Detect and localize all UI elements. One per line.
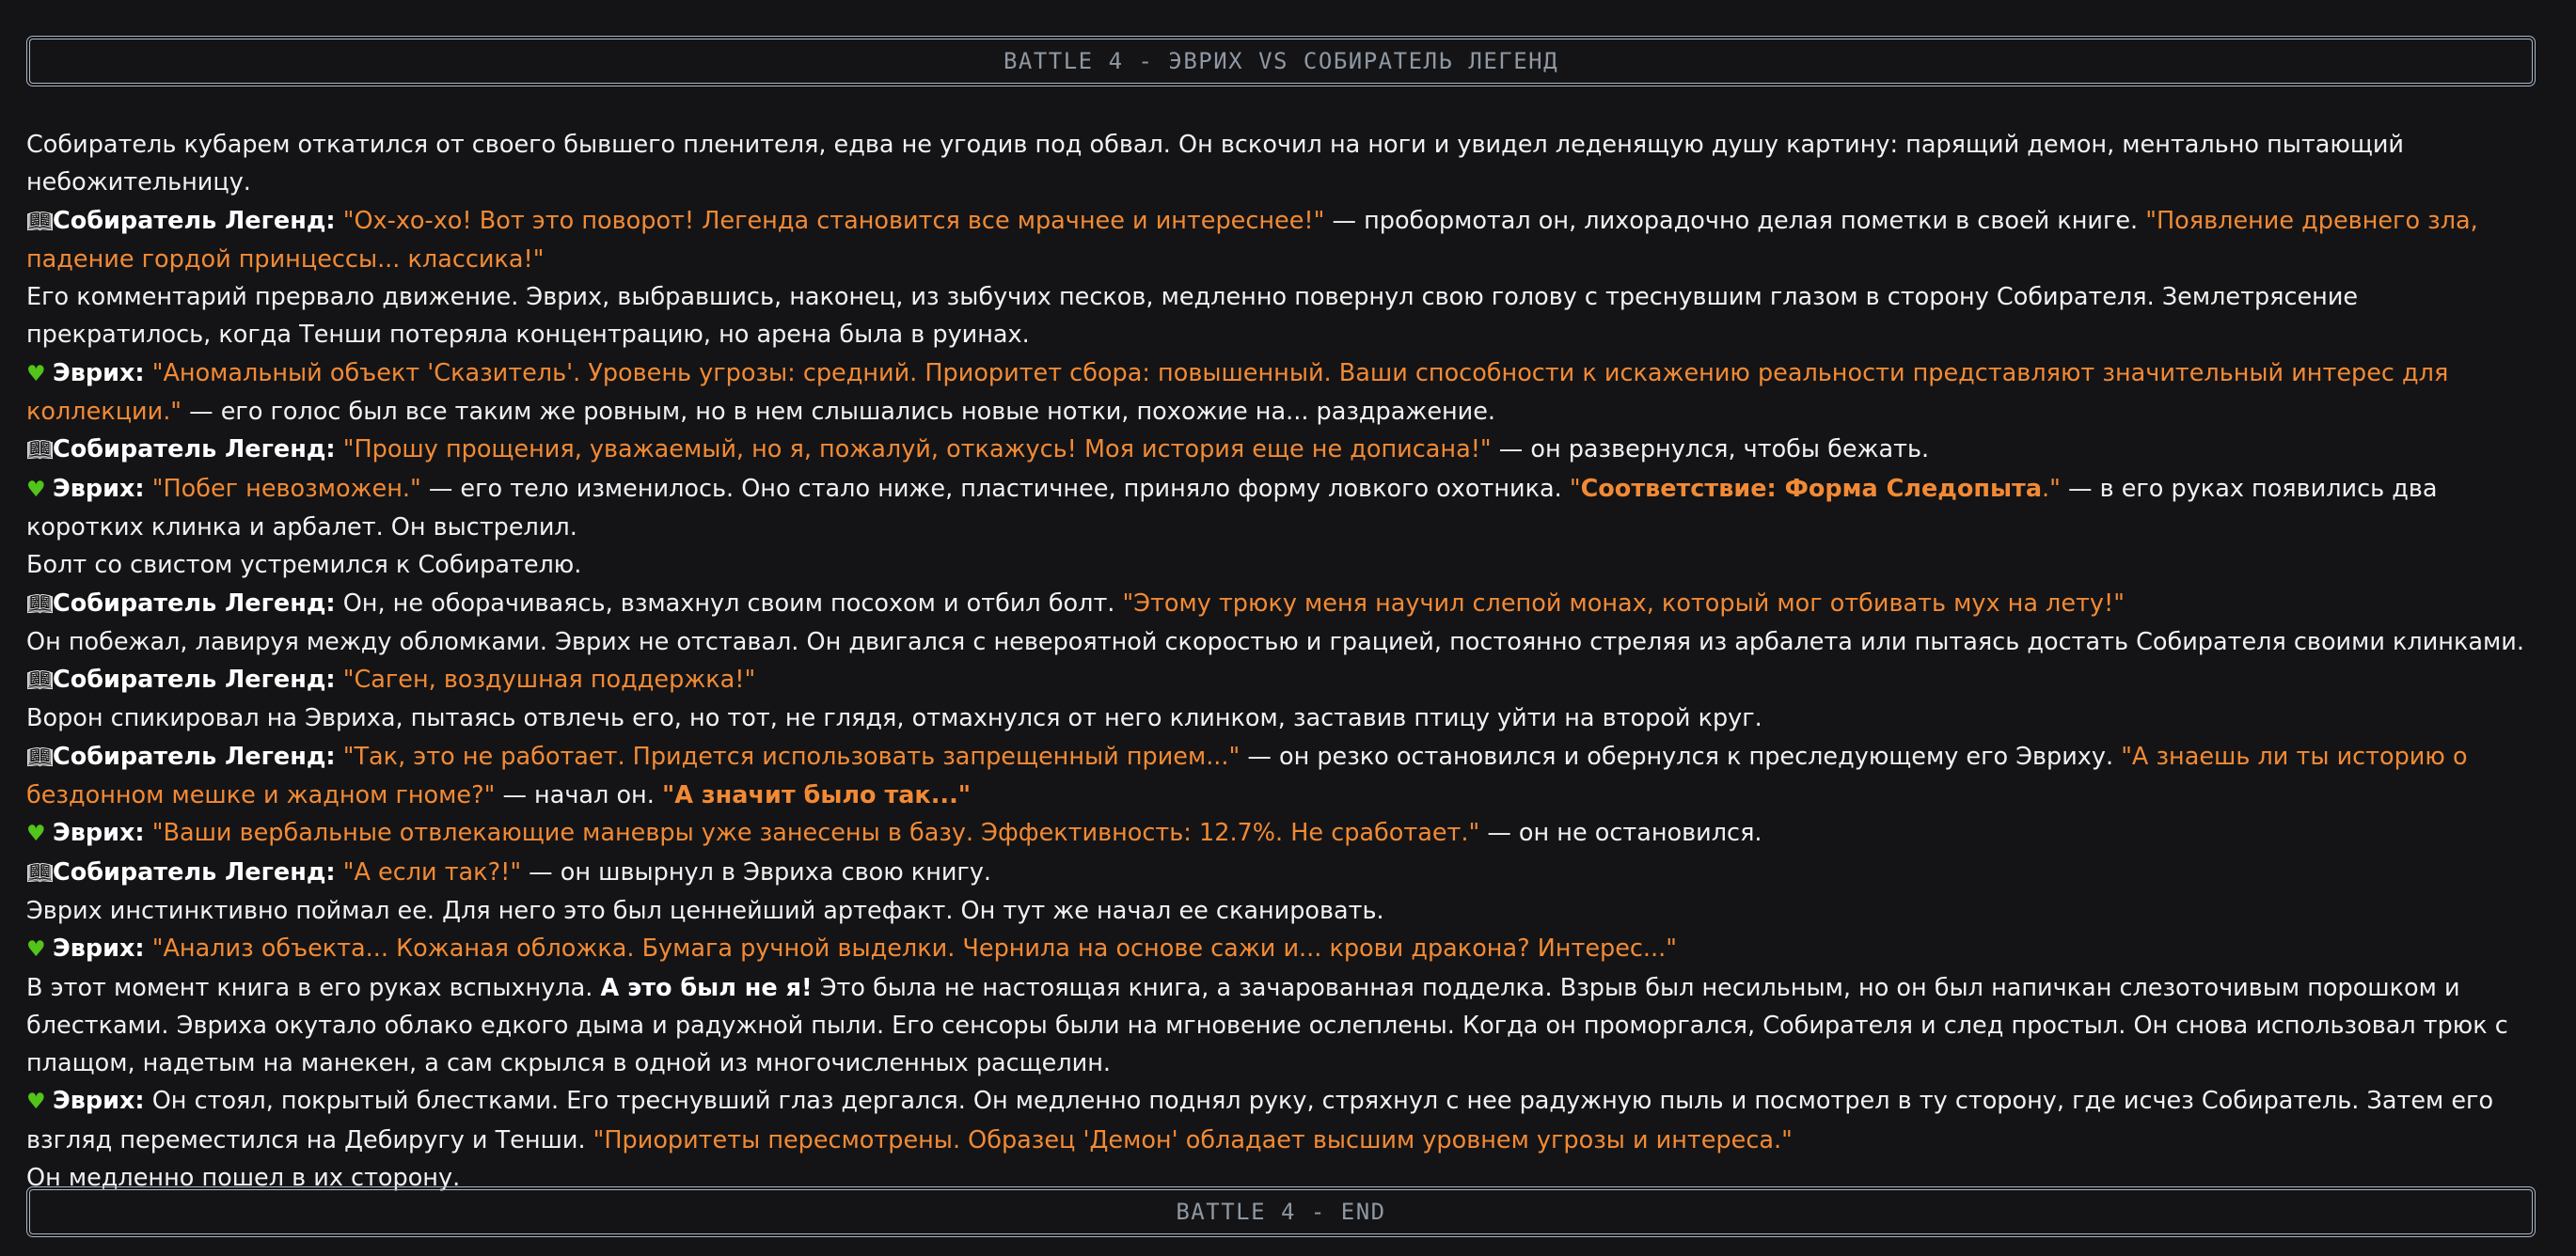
narration-text: Он, не оборачиваясь, взмахнул своим посохом и отбил болт.	[335, 589, 1123, 618]
narration-text	[336, 666, 343, 694]
quote-emphasis: "А значит было так..."	[661, 781, 972, 810]
green-heart-icon: ♥	[26, 477, 46, 502]
quote-text: "Ох-хо-хо! Вот это поворот! Легенда становится все мрачнее и интереснее!"	[342, 206, 1325, 235]
quote-text: "Этому трюку меня научил слепой монах, который мог отбивать мух на лету!"	[1122, 589, 2125, 618]
narration-text: Он медленно пошел в их сторону.	[26, 1164, 461, 1193]
speaker-name: Собиратель Легенд:	[53, 206, 336, 235]
speaker-name: Собиратель Легенд:	[53, 435, 336, 464]
story-paragraph	[26, 930, 2536, 968]
narration-text: — он развернулся, чтобы бежать.	[1491, 435, 1930, 464]
narration-text: Собиратель кубарем откатился от своего бывшего пленителя, едва не угодив под обвал. Он вскочил на ноги и увидел леденящую душу картину: парящий демон, ментально пытающий небожительницу.	[26, 131, 2404, 197]
quote-text: "Прошу прощения, уважаемый, но я, пожалуй, откажусь! Моя история еще не дописана!"	[342, 435, 1492, 464]
story-paragraph	[26, 738, 2536, 815]
narration-text: Его комментарий прервало движение. Эврих, выбравшись, наконец, из зыбучих песков, медленно повернул свою голову с треснувшим глазом в сторону Собирателя. Землетрясение прекратилось, когда Тенши потеряла концентрацию, но арена была в руинах.	[26, 283, 2359, 350]
story-paragraph	[26, 585, 2536, 623]
battle-footer-title: BATTLE 4 - END	[1176, 1199, 1386, 1225]
story-paragraph	[26, 354, 2536, 432]
narration-text: — пробормотал он, лихорадочно делая пометки в своей книге.	[1324, 206, 2146, 235]
narration-text: — в его руках появились два коротких клинка и арбалет. Он выстрелил.	[26, 474, 2438, 542]
story-paragraph	[26, 661, 2536, 699]
bold-text: А это был не я!	[600, 973, 813, 1002]
open-book-icon: 📖︎	[26, 745, 55, 770]
narration-text: — начал он.	[495, 781, 662, 810]
narration-text	[336, 207, 343, 235]
open-book-icon: 📖︎	[26, 438, 55, 463]
open-book-icon: 📖︎	[26, 668, 55, 694]
quote-text: "Приоритеты пересмотрены. Образец 'Демон' обладает высшим уровнем угрозы и интереса."	[593, 1125, 1793, 1154]
narration-text	[145, 359, 152, 387]
story-paragraph	[26, 699, 2536, 737]
story-text	[26, 126, 2536, 1197]
quote-text: "Появление древнего зла, падение гордой принцессы... классика!"	[26, 206, 2478, 274]
story-paragraph	[26, 969, 2536, 1083]
story-paragraph	[26, 854, 2536, 892]
narration-text: В этот момент книга в его руках вспыхнула.	[26, 973, 601, 1002]
story-paragraph	[26, 1082, 2536, 1159]
quote-text: "	[1569, 474, 1581, 503]
open-book-icon: 📖︎	[26, 860, 55, 886]
narration-text	[336, 743, 343, 771]
story-paragraph	[26, 623, 2536, 661]
story-paragraph	[26, 431, 2536, 469]
story-paragraph	[26, 202, 2536, 279]
speaker-name: Собиратель Легенд:	[53, 666, 336, 695]
narration-text: Он стоял, покрытый блестками. Его треснувший глаз дергался. Он медленно поднял руку, стряхнул с нее радужную пыль и посмотрел в ту сторону, где исчез Собиратель. Затем его взгляд переместился на Дебиругу и Тенши.	[26, 1087, 2494, 1154]
narration-text: Болт со свистом устремился к Собирателю.	[26, 551, 582, 580]
quote-text: "Ваши вербальные отвлекающие маневры уже занесены в базу. Эффективность: 12.7%. Не сработает."	[151, 819, 1480, 848]
speaker-name: Собиратель Легенд:	[53, 857, 336, 887]
narration-text: Это была не настоящая книга, а зачарованная подделка. Взрыв был несильным, но он был напичкан слезоточивым порошком и блестками. Эвриха окутало облако едкого дыма и радужной пыли. Его сенсоры были на мгновение ослеплены. Когда он проморгался, Собирателя и след простыл. Он снова использовал трюк с плащом, надетым на манекен, а сам скрылся в одной из многочисленных расщелин.	[26, 973, 2508, 1078]
story-paragraph	[26, 546, 2536, 584]
speaker-name: Собиратель Легенд:	[53, 589, 336, 618]
open-book-icon: 📖︎	[26, 209, 55, 234]
green-heart-icon: ♥	[26, 937, 46, 963]
narration-text	[145, 819, 152, 847]
narration-text: — он резко остановился и обернулся к преследующему его Эвриху.	[1240, 742, 2122, 771]
battle-header-banner	[26, 36, 2536, 86]
quote-emphasis: Соответствие: Форма Следопыта	[1580, 474, 2043, 503]
green-heart-icon: ♥	[26, 822, 46, 847]
narration-text: Ворон спикировал на Эвриха, пытаясь отвлечь его, но тот, не глядя, отмахнулся от него клинком, заставив птицу уйти на второй круг.	[26, 704, 1762, 733]
story-paragraph	[26, 470, 2536, 547]
speaker-name: Эврих:	[53, 819, 145, 848]
narration-text	[336, 858, 343, 887]
quote-text: "Саген, воздушная поддержка!"	[342, 666, 756, 695]
quote-text: "А если так?!"	[342, 857, 522, 887]
narration-text: Эврих инстинктивно поймал ее. Для него это был ценнейший артефакт. Он тут же начал ее сканировать.	[26, 896, 1384, 925]
quote-text: ."	[2042, 474, 2061, 503]
battle-header-title: BATTLE 4 - ЭВРИХ VS СОБИРАТЕЛЬ ЛЕГЕНД	[1003, 48, 1559, 74]
speaker-name: Эврих:	[53, 1087, 145, 1116]
story-paragraph	[26, 278, 2536, 354]
speaker-name: Собиратель Легенд:	[53, 742, 336, 771]
narration-text: — он не остановился.	[1479, 819, 1762, 848]
speaker-name: Эврих:	[53, 934, 145, 964]
story-paragraph	[26, 126, 2536, 202]
narration-text: — его голос был все таким же ровным, но в нем слышались новые нотки, похожие на... раздражение.	[182, 398, 1496, 427]
quote-text: "Анализ объекта... Кожаная обложка. Бумага ручной выделки. Чернила на основе сажи и... крови дракона? Интерес..."	[151, 934, 1677, 964]
narration-text	[336, 435, 343, 463]
story-paragraph	[26, 814, 2536, 853]
quote-text: "Побег невозможен."	[151, 474, 421, 503]
green-heart-icon: ♥	[26, 361, 46, 386]
quote-text: "Так, это не работает. Придется использовать запрещенный прием..."	[342, 742, 1241, 771]
narration-text: — его тело изменилось. Оно стало ниже, пластичнее, приняло форму ловкого охотника.	[420, 474, 1570, 503]
quote-text: "А знаешь ли ты историю о бездонном мешке и жадном гноме?"	[26, 742, 2468, 810]
open-book-icon: 📖︎	[26, 591, 55, 617]
quote-text: "Аномальный объект 'Сказитель'. Уровень угрозы: средний. Приоритет сбора: повышенный. Ваши способности к искажению реальности представляют значительный интерес для коллекции."	[26, 358, 2449, 427]
story-paragraph	[26, 892, 2536, 930]
battle-footer-banner	[26, 1186, 2536, 1237]
speaker-name: Эврих:	[53, 358, 145, 387]
narration-text: — он швырнул в Эвриха свою книгу.	[521, 857, 992, 887]
narration-text	[145, 475, 152, 503]
narration-text: Он побежал, лавируя между обломками. Эврих не отставал. Он двигался с невероятной скоростью и грацией, постоянно стреляя из арбалета или пытаясь достать Собирателя своими клинками.	[26, 627, 2524, 656]
green-heart-icon: ♥	[26, 1090, 46, 1115]
speaker-name: Эврих:	[53, 474, 145, 503]
narration-text	[145, 934, 152, 963]
